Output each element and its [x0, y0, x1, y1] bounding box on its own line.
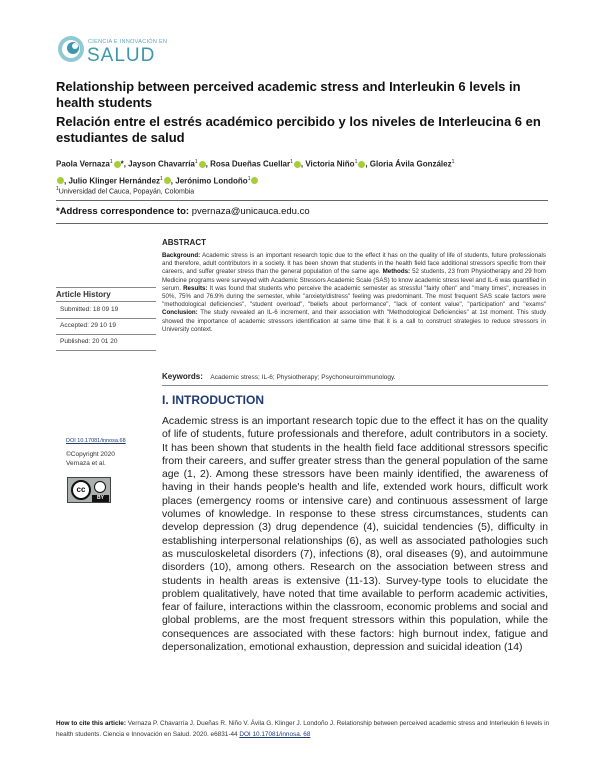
- orcid-icon[interactable]: [199, 161, 206, 168]
- history-title: Article History: [56, 290, 111, 299]
- keywords-label: Keywords:: [162, 372, 203, 381]
- introduction-heading: I. INTRODUCTION: [162, 393, 264, 407]
- cc-icon: cc: [71, 480, 91, 500]
- abstract-background-label: Background:: [162, 252, 201, 259]
- orcid-icon[interactable]: [114, 161, 121, 168]
- orcid-icon[interactable]: [294, 161, 301, 168]
- keywords-text: Academic stress; IL-6; Physiotherapy; Psychoneuroimmunology.: [210, 374, 396, 381]
- history-divider: [56, 301, 156, 302]
- affiliation-mark: 1: [56, 186, 59, 192]
- affiliation-text: Universidad del Cauca, Popayán, Colombia: [58, 188, 195, 196]
- history-top-rule: [56, 287, 156, 288]
- abstract-conclusion: The study revealed an IL-6 increment, and their association with "Methodological Deficiencies" at 1st moment. This study showed the importance of academic stressors identification at same time that it is a call to construct strategies to reduce stressors in University context.: [162, 309, 546, 333]
- affiliation: [56, 186, 194, 195]
- abstract-heading: ABSTRACT: [162, 238, 206, 247]
- author-affiliation-mark: 1: [354, 159, 358, 165]
- correspondence-email[interactable]: pvernaza@unicauca.edu.co: [191, 206, 310, 217]
- citation-doi-link[interactable]: DOI 10.17081/innosa. 68: [239, 731, 311, 738]
- author-separator: ,: [170, 176, 176, 186]
- abstract-results-label: Results:: [183, 284, 208, 292]
- history-bottom-rule: [56, 350, 156, 351]
- author-affiliation-mark: 1: [290, 159, 293, 165]
- history-submitted: Submitted: 18 09 19: [60, 306, 119, 313]
- copyright-authors: Vernaza et al.: [66, 460, 106, 467]
- author-affiliation-mark: 1: [194, 159, 198, 165]
- author-separator: ,: [300, 159, 306, 169]
- author-name: , Julio Klinger Hernández: [64, 176, 161, 186]
- author-list: [56, 155, 556, 188]
- journal-logo-small-text: CIENCIA E INNOVACIÓN EN: [88, 39, 168, 45]
- abstract-body: [162, 252, 546, 334]
- divider: [56, 200, 548, 201]
- history-divider: [56, 334, 156, 335]
- author-name: Jerónimo Londoño: [175, 176, 248, 186]
- citation-label: How to cite this article:: [56, 720, 126, 727]
- person-icon: [94, 481, 106, 493]
- citation: [56, 718, 550, 740]
- author-name: Jayson Chavarría: [128, 159, 195, 169]
- keywords: [162, 372, 396, 381]
- correspondence-label: *Address correspondence to:: [56, 206, 190, 217]
- abstract-methods: 52 students, 23 from Physiotherapy and 29 from Medicine programs were surveyed with Academic Stressors Academic Scale (SAS) to know academic stress level and IL-6 was quantified in serum.: [162, 268, 546, 292]
- author-affiliation-mark: 1: [160, 175, 163, 182]
- sidebar-doi-link[interactable]: DOI 10.17081/innosa.68: [66, 438, 126, 444]
- author-name: Victoria Niño: [305, 159, 355, 169]
- orcid-icon[interactable]: [57, 177, 64, 184]
- author-affiliation-mark: 1: [109, 159, 113, 165]
- author-name: Paola Vernaza: [56, 159, 110, 169]
- history-accepted: Accepted: 29 10 19: [60, 322, 117, 329]
- author-separator: ,: [205, 159, 211, 169]
- orcid-icon[interactable]: [251, 177, 258, 184]
- copyright-line: ©Copyright 2020: [66, 451, 115, 458]
- journal-logo-mark: [56, 34, 86, 64]
- correspondence: [56, 206, 310, 217]
- abstract-conclusion-label: Conclusion:: [162, 309, 198, 317]
- orcid-icon[interactable]: [164, 177, 171, 184]
- author-separator: *,: [120, 159, 129, 169]
- introduction-body: Academic stress is an important research topic due to the effect it has on the quality of life of students, future professionals and therefore, adult contributors in a society. It has been shown that students in the health field face additional stressors specific from their careers, and suffer greater stress than the general population of the same age (1, 2). Among these stressors have been mainly identified, the awareness of having in their hands people's health and life, extended work hours, difficult work places (emergency rooms or intensive care) and continuous assessment of large volumes of knowledge. In response to these stress circumstances, students can develop depression (3) drug dependence (4), suicidal tendencies (5), difficulty in establishing interpersonal relationships (6), as well as associated pathologies such as musculoskeletal disorders (7), infections (8), oral diseases (9), and autoimmune disorders (10), among others. Research on the association between stress and students in health areas is extensive (11-13). Survey-type tools to elucidate the problem qualitatively, have noted that time available to perform academic activities, fear of failure, interactions within the classroom, economic problems and social and global problems, are the most frequent stressors within this population, while the consequences are associated with these factors: high burnout index, fatigue and depersonalization, emotional exhaustion, depression and suicidal ideation (14): [162, 416, 548, 654]
- author-affiliation-mark: 1: [247, 175, 251, 182]
- divider: [56, 223, 548, 224]
- journal-logo-name: SALUD: [87, 45, 156, 66]
- author-name: Rosa Dueñas Cuellar: [210, 159, 291, 169]
- sidebar-copyright: [66, 450, 115, 468]
- title-english: Relationship between perceived academic stress and Interleukin 6 levels in health students: [56, 79, 521, 110]
- cc-license-badge[interactable]: [67, 477, 111, 503]
- abstract-background: Academic stress is an important research topic due to the effect it has on the quality of life of students, future professionals and therefore, adult contributors in a society. It has been shown that students in the health field face additional stressors specific from their careers, and suffer greater stress than the general population of the same age.: [162, 252, 546, 276]
- author-name: Gloria Ávila González: [369, 159, 452, 169]
- citation-text: Vernaza P. Chavarría J. Dueñas R. Niño V. Ávila G. Klinger J. Londoño J. Relationship between perceived academic stress and Interleukin 6 levels in health students. Ciencia e Innovación en Salud. 2020. e6831-44: [56, 720, 550, 738]
- history-divider: [56, 318, 156, 319]
- journal-logo: [56, 30, 186, 72]
- author-affiliation-mark: 1: [451, 159, 455, 165]
- history-published: Published: 20 01 20: [60, 338, 118, 345]
- author-separator: ,: [365, 159, 370, 169]
- abstract-methods-label: Methods:: [382, 268, 411, 276]
- title-spanish: Relación entre el estrés académico percibido y los niveles de Interleucina 6 en estudiantes de salud: [56, 114, 541, 145]
- divider: [162, 385, 548, 386]
- abstract-results: It was found that students who perceive the academic semester as stressful "fairly often" and "many times", increases in 50%, 75% and 76.9% during the semester, while "anxiety/distress" feeling was predominant. The most frequent SAS scale factors were "methodological deficiencies", "student overload", "beliefs about performance", "lack of content value", "participation" and "exams": [162, 284, 546, 309]
- cc-by-label: BY: [92, 495, 109, 502]
